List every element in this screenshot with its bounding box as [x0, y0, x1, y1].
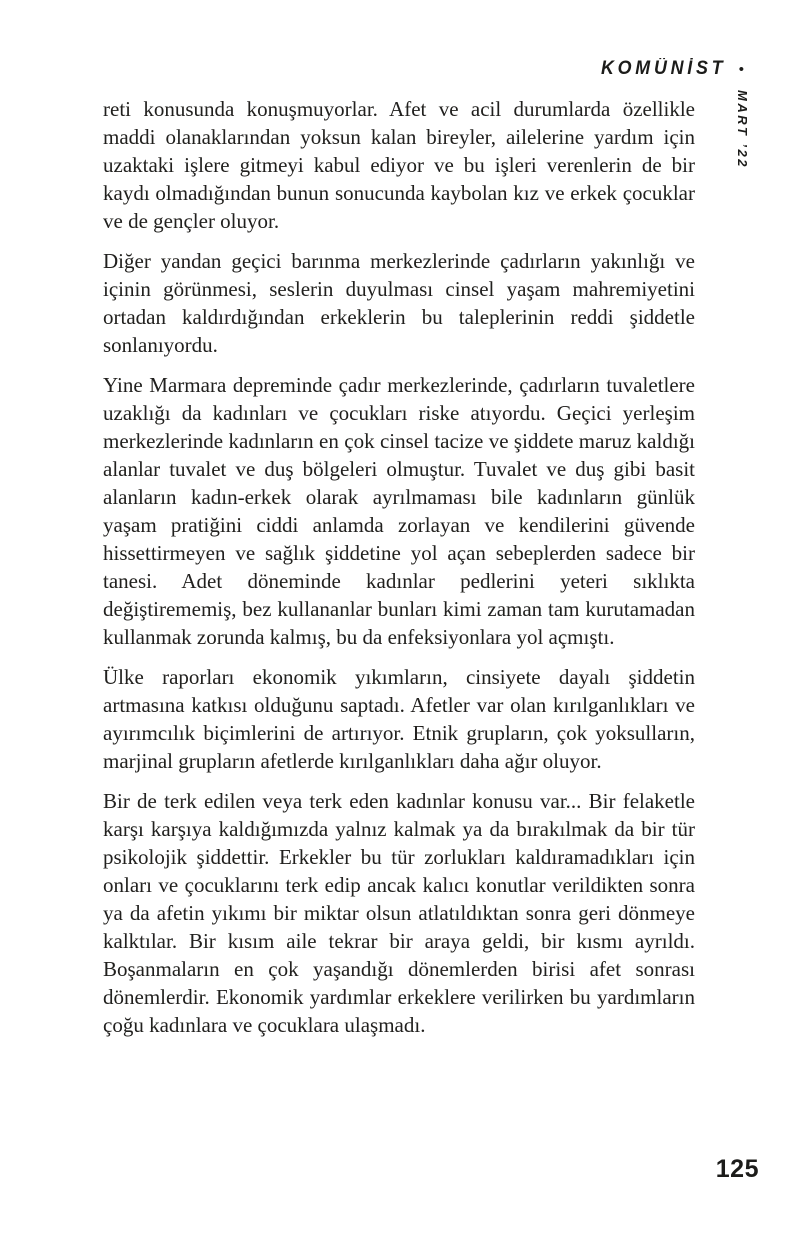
- paragraph: Ülke raporları ekonomik yıkımların, cinsiyete dayalı şiddetin artmasına katkısı olduğunu saptadı. Afetler var olan kırılganlıkları ve ayırımcılık biçimlerini de artırıyor. Etnik grupların, çok yoksulların, marjinal grupların afetlerde kırılganlıkları daha ağır oluyor.: [103, 665, 695, 773]
- bullet-separator-icon: •: [738, 60, 744, 78]
- body-text-column: [103, 95, 695, 1051]
- paragraph: reti konusunda konuşmuyorlar. Afet ve acil durumlarda özellikle maddi olanaklarından yoksun kalan bireyler, ailelerine yardım için uzaktaki işlere gitmeyi kabul ediyor ve bu işleri verenlerin de bir kaydı olmadığından bunun sonucunda kaybolan kız ve erkek çocuklar ve de gençler oluyor.: [103, 97, 695, 233]
- page-header: [593, 58, 744, 80]
- paragraph: Yine Marmara depreminde çadır merkezlerinde, çadırların tuvaletlere uzaklığı da kadınları ve çocukları riske atıyordu. Geçici yerleşim merkezlerinde kadınların en çok cinsel tacize ve şiddete maruz kaldığı alanlar tuvalet ve duş bölgeleri olmuştur. Tuvalet ve duş gibi basit alanların kadın-erkek olarak ayrılmaması bile kadınların günlük yaşam pratiğini ciddi anlamda zorlayan ve kendilerini güvende hissettirmeyen ve sağlık şiddetine yol açan sebeplerden sadece bir tanesi. Adet döneminde kadınlar pedlerini yeteri sıklıkta değiştirememiş, bez kullananlar bunları kimi zaman tam kurutamadan kullanmak zorunda kalmış, bu da enfeksiyonlara yol açmıştı.: [103, 373, 695, 649]
- paragraph: Diğer yandan geçici barınma merkezlerinde çadırların yakınlığı ve içinin görünmesi, seslerin duyulması cinsel yaşam mahremiyetini ortadan kaldırdığından erkeklerin bu taleplerinin reddi şiddetle sonlanıyordu.: [103, 249, 695, 357]
- paragraph: Bir de terk edilen veya terk eden kadınlar konusu var... Bir felaketle karşı karşıya kaldığımızda yalnız kalmak ya da bırakılmak da bir tür psikolojik şiddettir. Erkekler bu tür zorlukları kaldıramadıkları için onları ve çocuklarını terk edip ancak kalıcı konutlar verildikten sonra ya da afetin yıkımı bir miktar olsun atlatıldıktan sonra geri dönmeye kalktılar. Bir kısım aile tekrar bir araya geldi, bir kısmı ayrıldı. Boşanmaların en çok yaşandığı dönemlerden birisi afet sonrası dönemlerdir. Ekonomik yardımlar erkeklere verilirken bu yardımların çoğu kadınlara ve çocuklara ulaşmadı.: [103, 789, 695, 1037]
- journal-title: KOMÜNİST: [601, 58, 727, 79]
- page-number: 125: [715, 1155, 759, 1183]
- issue-date-vertical: MART ’22: [735, 90, 750, 169]
